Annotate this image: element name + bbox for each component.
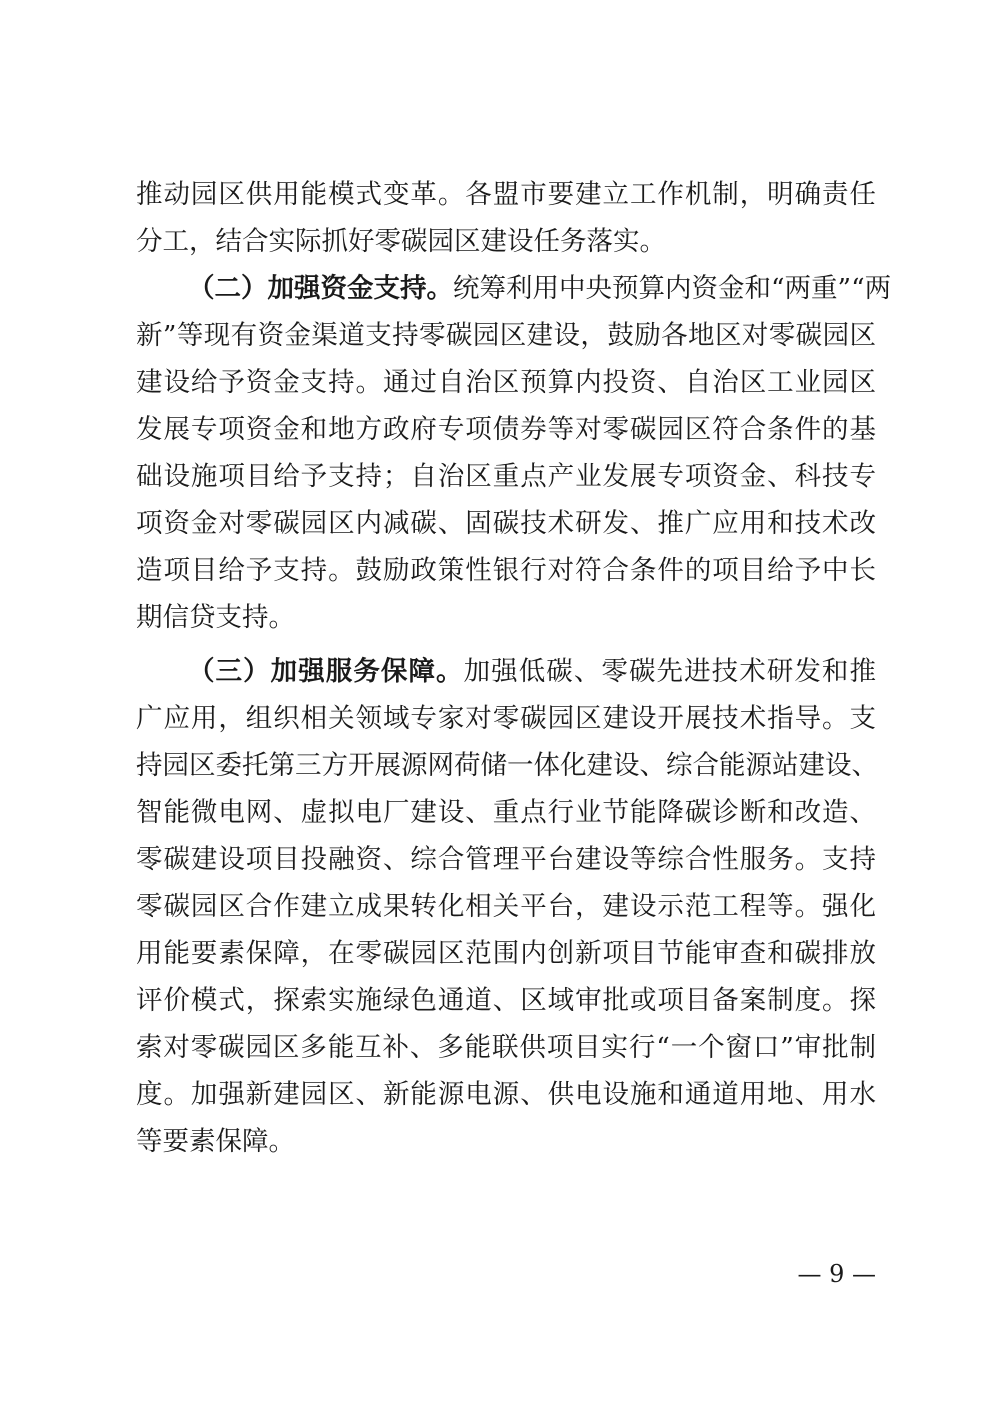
paragraph-line: 持园区委托第三方开展源网荷储一体化建设、综合能源站建设、	[136, 750, 878, 781]
section-2-first-line-text: 统筹利用中央预算内资金和“两重”“两	[453, 273, 892, 304]
section-3-first-line	[188, 652, 876, 692]
paragraph-line: 建设给予资金支持。通过自治区预算内投资、自治区工业园区	[136, 367, 876, 398]
paragraph-line: 评价模式，探索实施绿色通道、区域审批或项目备案制度。探	[136, 985, 876, 1016]
paragraph-line: 零碳园区合作建立成果转化相关平台，建设示范工程等。强化	[136, 891, 876, 922]
page-number: — 9 —	[797, 1260, 876, 1288]
paragraph-line: 智能微电网、虚拟电厂建设、重点行业节能降碳诊断和改造、	[136, 797, 876, 828]
paragraph-line: 索对零碳园区多能互补、多能联供项目实行“一个窗口”审批制	[136, 1032, 876, 1063]
paragraph-line: 广应用，组织相关领域专家对零碳园区建设开展技术指导。支	[136, 703, 876, 734]
paragraph-line: 零碳建设项目投融资、综合管理平台建设等综合性服务。支持	[136, 844, 876, 875]
paragraph-line: 础设施项目给予支持；自治区重点产业发展专项资金、科技专	[136, 461, 876, 492]
paragraph-line: 推动园区供用能模式变革。各盟市要建立工作机制，明确责任	[136, 179, 876, 210]
paragraph-line: 度。加强新建园区、新能源电源、供电设施和通道用地、用水	[136, 1079, 876, 1110]
section-3-heading: （三）加强服务保障。	[188, 656, 464, 687]
paragraph-line: 造项目给予支持。鼓励政策性银行对符合条件的项目给予中长	[136, 555, 876, 586]
paragraph-line: 分工，结合实际抓好零碳园区建设任务落实。	[136, 226, 666, 257]
paragraph-line: 项资金对零碳园区内减碳、固碳技术研发、推广应用和技术改	[136, 508, 876, 539]
section-3-first-line-text: 加强低碳、零碳先进技术研发和推	[463, 656, 876, 687]
section-2-first-line	[188, 269, 892, 309]
paragraph-line: 期信贷支持。	[136, 602, 295, 633]
section-2-heading: （二）加强资金支持。	[188, 273, 453, 304]
paragraph-line: 发展专项资金和地方政府专项债券等对零碳园区符合条件的基	[136, 414, 876, 445]
paragraph-line: 等要素保障。	[136, 1126, 295, 1157]
paragraph-line: 新”等现有资金渠道支持零碳园区建设，鼓励各地区对零碳园区	[136, 320, 876, 351]
paragraph-line: 用能要素保障，在零碳园区范围内创新项目节能审查和碳排放	[136, 938, 876, 969]
